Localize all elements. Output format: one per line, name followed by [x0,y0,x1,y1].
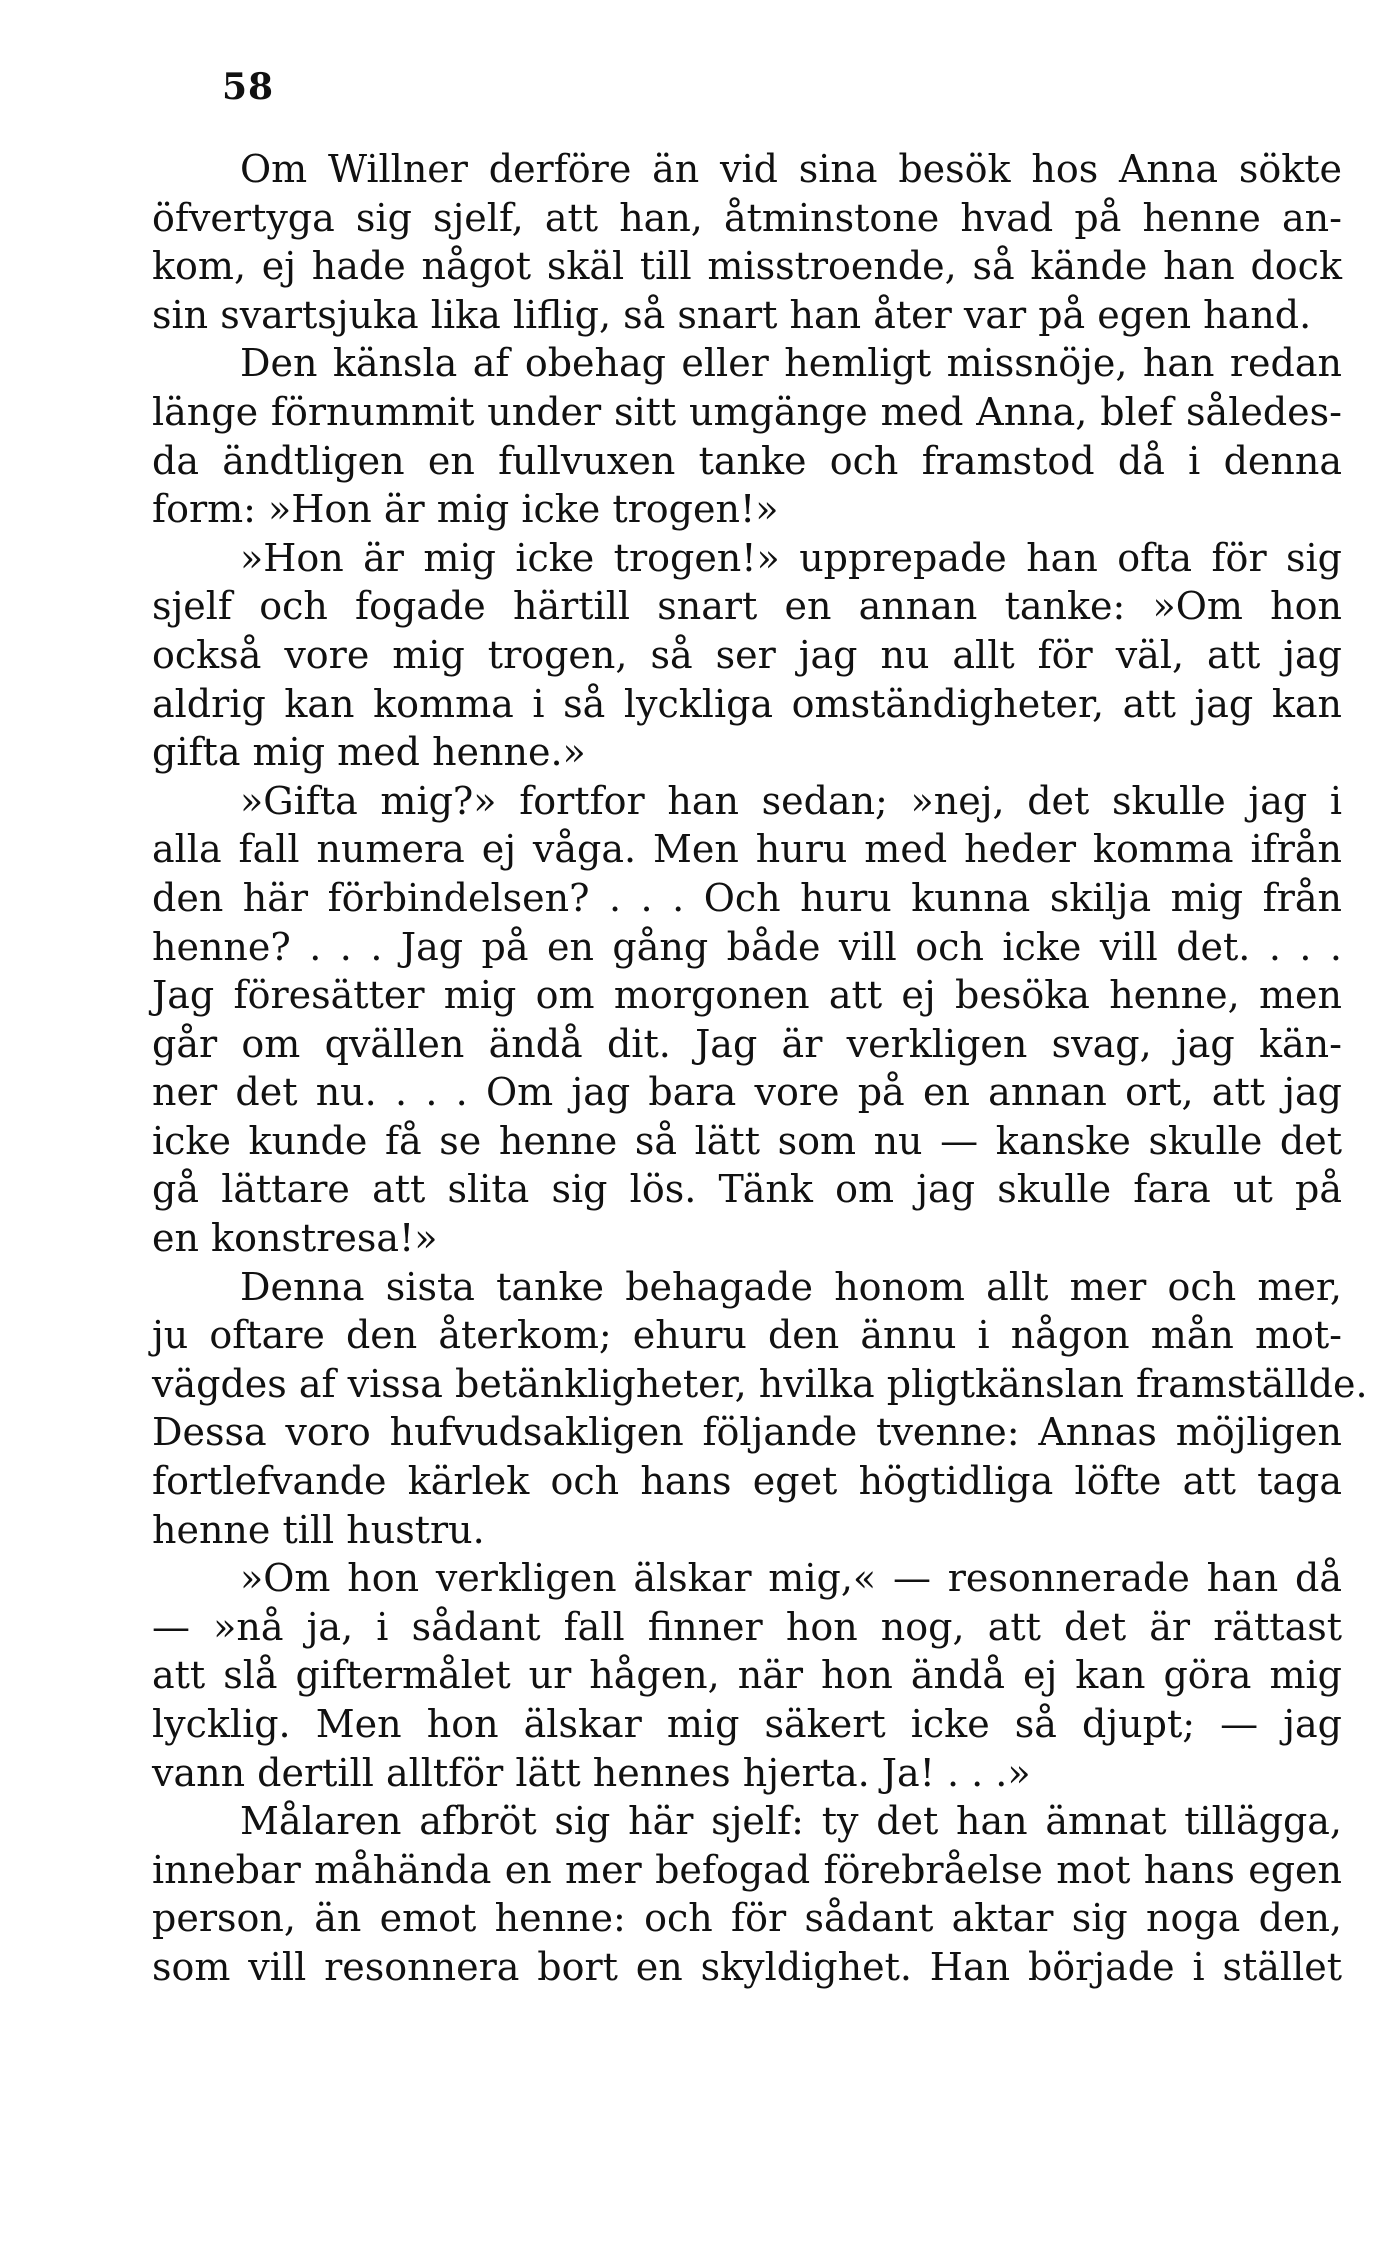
page-number: 58 [222,66,275,108]
text-line: henne till hustru. [152,1507,485,1552]
text-line: — »nå ja, i sådant fall finner hon nog, att det är rättast [152,1604,1342,1649]
text-line: en konstresa!» [152,1216,438,1261]
text-line: också vore mig trogen, så ser jag nu allt för väl, att jag [152,632,1342,677]
text-line: lycklig. Men hon älskar mig säkert icke så djupt; — jag [152,1702,1342,1746]
text-line: Dessa voro hufvudsakligen följande tvenne: Annas möjligen [152,1410,1342,1455]
text-line: aldrig kan komma i så lyckliga omständigheter, att jag kan [152,681,1342,726]
text-line: vann dertill alltför lätt hennes hjerta. Ja! . . .» [152,1750,1031,1795]
text-line: öfvertyga sig sjelf, att han, åtminstone hvad på henne an- [152,195,1342,240]
text-line: person, än emot henne: och för sådant aktar sig noga den, [152,1896,1342,1941]
text-line: »Gifta mig?» fortfor han sedan; »nej, det skulle jag i [240,778,1342,823]
text-line: sjelf och fogade härtill snart en annan tanke: »Om hon [152,584,1342,629]
text-line: att slå giftermålet ur hågen, när hon ändå ej kan göra mig [152,1653,1342,1698]
text-line: går om qvällen ändå dit. Jag är verkligen svag, jag kän- [152,1021,1342,1066]
text-line: ner det nu. . . . Om jag bara vore på en annan ort, att jag [152,1070,1342,1115]
text-line: da ändtligen en fullvuxen tanke och framstod då i denna [152,438,1342,483]
text-line: henne? . . . Jag på en gång både vill och icke vill det. . . . [152,924,1342,969]
text-line: innebar måhända en mer befogad förebråelse mot hans egen [152,1847,1342,1892]
text-line: »Hon är mig icke trogen!» upprepade han ofta för sig [240,535,1342,580]
text-line: Den känsla af obehag eller hemligt missnöje, han redan [240,341,1342,386]
text-line: Denna sista tanke behagade honom allt mer och mer, [240,1264,1342,1309]
text-line: form: »Hon är mig icke trogen!» [152,487,779,532]
text-line: gifta mig med henne.» [152,730,586,775]
text-line: Om Willner derföre än vid sina besök hos Anna sökte [240,147,1342,191]
text-line: icke kunde få se henne så lätt som nu — kanske skulle det [152,1118,1342,1163]
text-line: »Om hon verkligen älskar mig,« — resonnerade han då [240,1556,1342,1601]
text-line: Målaren afbröt sig här sjelf: ty det han ämnat tillägga, [240,1799,1342,1844]
text-line: sin svartsjuka lika liflig, så snart han åter var på egen hand. [152,292,1312,337]
body-text [152,145,1368,1992]
text-line: vägdes af vissa betänkligheter, hvilka pligtkänslan framställde. [152,1361,1368,1406]
text-line: den här förbindelsen? . . . Och huru kunna skilja mig från [152,875,1342,920]
text-line: som vill resonnera bort en skyldighet. Han började i stället [152,1944,1342,1989]
text-line: fortlefvande kärlek och hans eget högtidliga löfte att taga [152,1459,1342,1504]
text-line: Jag föresätter mig om morgonen att ej besöka henne, men [152,973,1342,1018]
text-line: alla fall numera ej våga. Men huru med heder komma ifrån [152,827,1342,872]
text-line: länge förnummit under sitt umgänge med Anna, blef således- [152,389,1342,434]
text-line: kom, ej hade något skäl till misstroende, så kände han dock [152,244,1342,289]
text-line: ju oftare den återkom; ehuru den ännu i någon mån mot- [152,1313,1342,1358]
text-line: gå lättare att slita sig lös. Tänk om jag skulle fara ut på [152,1167,1342,1212]
